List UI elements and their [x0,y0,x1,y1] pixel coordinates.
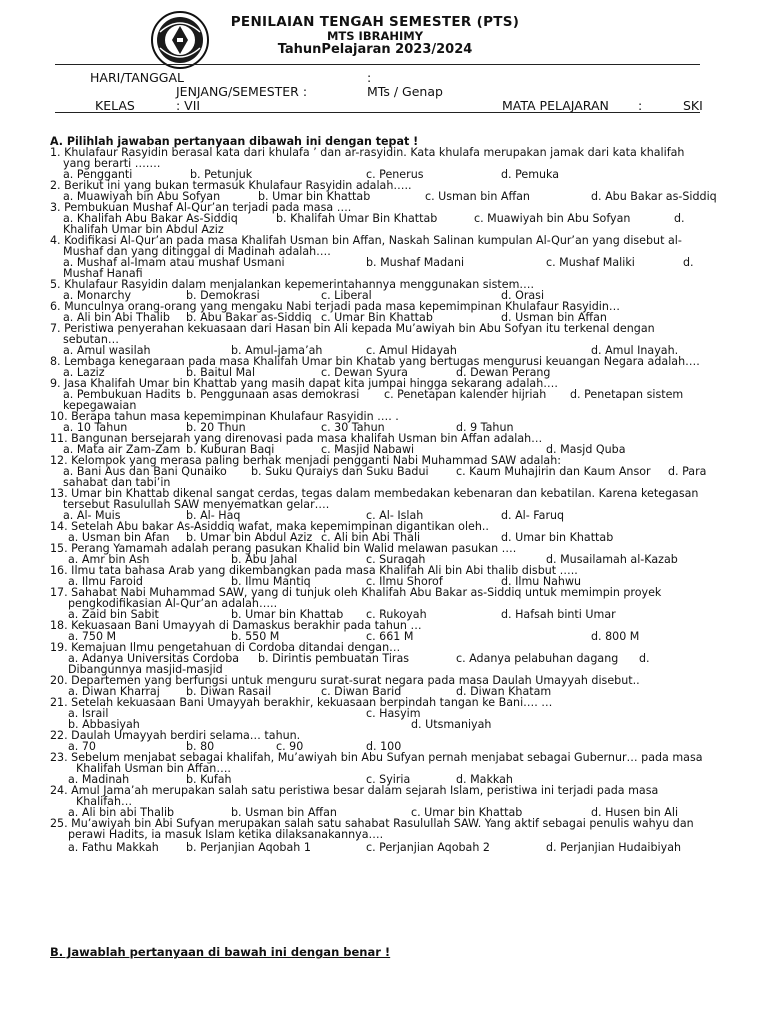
option-d: d. Makkah [456,773,513,786]
question-13: 13. Umar bin Khattab dikenal sangat cerdas, tegas dalam membedakan kebenaran dan kebatilan. Karena ketegasan [50,487,699,500]
option-a: a. Pengganti [63,168,133,181]
question-11: 11. Bangunan bersejarah yang direnovasi pada masa khalifah Usman bin Affan adalah… [50,432,543,445]
option-b: b. 20 Thun [186,421,246,434]
option-c: c. Al- Islah [366,509,424,522]
question-2: 2. Berikut ini yang bukan termasuk Khulafaur Rasyidin adalah….. [50,179,412,192]
question-21: 21. Setelah kekuasaan Bani Umayyah berakhir, kekuasaan berpindah tangan ke Bani…. … [50,696,553,709]
question-23-continued: Khalifah Usman bin Affan…. [76,762,231,775]
option-c: c. Diwan Barid [321,685,402,698]
option-c: c. Masjid Nabawi [321,443,415,456]
option-a: a. Diwan Kharraj [68,685,160,698]
option-c: c. 30 Tahun [321,421,385,434]
option-c: c. Dewan Syura [321,366,408,379]
option-d: d. Penetapan sistem [570,388,684,401]
option-d: d. 9 Tahun [456,421,514,434]
question-23: 23. Sebelum menjabat sebagai khalifah, Mu’awiyah bin Abu Sufyan pernah menjabat sebagai Gubernur… pada masa [50,751,703,764]
option-b: b. Ilmu Mantiq [231,575,311,588]
question-13-continued: tersebut Rasulullah SAW menyematkan gelar…. [63,498,330,511]
option-c: c. Liberal [321,289,372,302]
option-c: c. Umar Bin Khattab [321,311,433,324]
option-a: a. Laziz [63,366,105,379]
option-a: a. Amul wasilah [63,344,151,357]
option-d: d. 100 [366,740,402,753]
option-c: c. Rukoyah [366,608,427,621]
header-divider [55,64,700,65]
option-c: c. Usman bin Affan [425,190,530,203]
question-4-continued: Mushaf dan yang ditinggal di Madinah adalah…. [63,245,331,258]
option-b: b. Khalifah Umar Bin Khattab [276,212,438,225]
question-9: 9. Jasa Khalifah Umar bin Khattab yang masih dapat kita jumpai hingga sekarang adalah…. [50,377,558,390]
option-a: a. Usman bin Afan [68,531,170,544]
question-4-continued-2: Mushaf Hanafi [63,267,143,280]
question-6: 6. Munculnya orang-orang yang mengaku Nabi terjadi pada masa kepemimpinan Khulafaur Rasyidin… [50,300,620,313]
question-18: 18. Kekuasaan Bani Umayyah di Damaskus berakhir pada tahun … [50,619,422,632]
option-b: b. Al- Haq [186,509,241,522]
option-d: d. [683,256,694,269]
exam-title: PENILAIAN TENGAH SEMESTER (PTS) [230,14,520,30]
question-16: 16. Ilmu tata bahasa Arab yang dikembangkan pada masa Khalifah Ali bin Abi thalib disbut ….. [50,564,578,577]
option-d: d. 800 M [591,630,640,643]
question-24: 24. Amul Jama’ah merupakan salah satu peristiwa besar dalam sejarah Islam, peristiwa ini terjadi pada masa [50,784,659,797]
option-c: c. Ali bin Abi Thali [321,531,421,544]
option-d: d. Orasi [501,289,545,302]
option-a: a. Israil [68,707,109,720]
option-d: d. Perjanjian Hudaibiyah [546,841,682,854]
option-d: d. Musailamah al-Kazab [546,553,678,566]
option-b: b. Diwan Rasail [186,685,272,698]
question-9-options [50,389,718,400]
option-a: a. Mata air Zam-Zam [63,443,181,456]
question-7-continued: sebutan… [63,333,119,346]
question-14: 14. Setelah Abu bakar As-Asiddiq wafat, maka kepemimpinan digantikan oleh.. [50,520,489,533]
option-b: b. Mushaf Madani [366,256,465,269]
option-c: c. 90 [276,740,304,753]
option-d: d. Usman bin Affan [501,311,607,324]
level-label: JENJANG/SEMESTER : [176,84,308,99]
section-b-title: B. Jawablah pertanyaan di bawah ini dengan benar ! [50,945,391,959]
section-a [50,136,718,853]
meta-underline [55,112,700,113]
option-d: d. Hafsah binti Umar [501,608,616,621]
option-a: a. Ali bin abi Thalib [68,806,175,819]
option-a: a. Khalifah Abu Bakar As-Siddiq [63,212,238,225]
option-c: c. Amul Hidayah [366,344,457,357]
option-a: a. Zaid bin Sabit [68,608,159,621]
option-a: a. Pembukuan Hadits [63,388,181,401]
option-d: d. Ilmu Nahwu [501,575,582,588]
question-15: 15. Perang Yamamah adalah perang pasukan Khalid bin Walid melawan pasukan …. [50,542,517,555]
option-b: b. Penggunaan asas demokrasi [186,388,360,401]
question-4: 4. Kodifikasi Al-Qur’an pada masa Khalifah Usman bin Affan, Naskah Salinan kumpulan Al-Qur’an yang disebut al- [50,234,682,247]
question-7: 7. Peristiwa penyerahan kekuasaan dari Hasan bin Ali kepada Mu’awiyah bin Abu Sofyan itu terkenal dengan [50,322,655,335]
option-d: d. [639,652,650,665]
question-1: 1. Khulafaur Rasyidin berasal kata dari khulafa ’ dan ar-rasyidin. Kata khulafa merupakan jamak dari kata khalifah [50,146,685,159]
option-c: c. 661 M [366,630,414,643]
subject-label: MATA PELAJARAN [502,98,609,113]
option-b: b. Umar bin Khattab [231,608,344,621]
question-19: 19. Kemajuan Ilmu pengetahuan di Cordoba ditandai dengan… [50,641,401,654]
school-name: MTS IBRAHIMY [326,29,424,43]
option-b: b. Kuburan Baqi [186,443,275,456]
option-c: c. Penetapan kalender hijriah [384,388,547,401]
option-b: b. Abu Jahal [231,553,298,566]
subject-value: SKI [683,98,703,113]
option-a: a. Ali bin Abi Thalib [63,311,170,324]
option-a: a. 70 [68,740,96,753]
option-c: c. Umar bin Khattab [411,806,523,819]
level-value: MTs / Genap [367,84,443,99]
option-a: a. Bani Aus dan Bani Qunaiko [63,465,227,478]
option-d: d. Masjd Quba [546,443,626,456]
option-a: a. Al- Muis [63,509,121,522]
question-3-continued: Khalifah Umar bin Abdul Aziz [63,223,224,236]
question-8: 8. Lembaga kenegaraan pada masa Khalifah Umar bin Khatab yang bertugas mengurusi keuangan Negara adalah…. [50,355,700,368]
option-c: c. Perjanjian Aqobah 2 [366,841,490,854]
question-9-continued: kepegawaian [63,399,137,412]
option-d: d. Husen bin Ali [591,806,679,819]
question-5: 5. Khulafaur Rasyidin dalam menjalankan kepemerintahannya menggunakan sistem…. [50,278,535,291]
day-separator: : [367,70,372,85]
option-b: b. Umar bin Abdul Aziz [186,531,313,544]
option-d: d. Utsmaniyah [411,718,492,731]
option-a: a. Fathu Makkah [68,841,159,854]
option-b: b. 80 [186,740,215,753]
option-d: d. Diwan Khatam [456,685,552,698]
option-a: a. 10 Tahun [63,421,128,434]
question-21-options-row-1 [50,708,718,719]
question-19-continued: Dibangunnya masjid-masjid [68,663,223,676]
option-c: c. Syiria [366,773,411,786]
option-b: b. Petunjuk [190,168,253,181]
option-b: b. Perjanjian Aqobah 1 [186,841,311,854]
option-a: a. Mushaf al-Imam atau mushaf Usmani [63,256,285,269]
question-4-options [50,257,718,268]
option-d: d. Abu Bakar as-Siddiq [591,190,717,203]
question-10: 10. Berapa tahun masa kepemimpinan Khulafaur Rasyidin …. . [50,410,399,423]
question-25-continued: perawi Hadits, ia masuk Islam ketika dilaksanakannya…. [68,828,384,841]
option-b: b. Abbasiyah [68,718,140,731]
option-d: d. Umar bin Khattab [501,531,614,544]
question-17-continued: pengkodifikasian Al-Qur’an adalah….. [68,597,278,610]
question-12-continued: sahabat dan tabi’in [63,476,171,489]
option-c: c. Mushaf Maliki [546,256,635,269]
option-b: b. Amul-jama’ah [231,344,323,357]
option-b: b. Baitul Mal [186,366,256,379]
question-25-options [50,842,718,853]
option-c: c. Penerus [366,168,424,181]
option-b: b. Suku Quraiys dan Suku Badui [251,465,429,478]
question-20: 20. Departemen yang berfungsi untuk menguru surat-surat negara pada masa Daulah Umayyah disebut.. [50,674,640,687]
option-b: b. Dirintis pembuatan Tiras [258,652,410,665]
option-a: a. 750 M [68,630,117,643]
option-d: d. Al- Faruq [501,509,565,522]
question-12: 12. Kelompok yang merasa paling berhak menjadi pengganti Nabi Muhammad SAW adalah: [50,454,561,467]
question-1-continued: yang berarti ……. [63,157,161,170]
option-b: b. Kufah [186,773,232,786]
option-b: b. Abu Bakar as-Siddiq [186,311,312,324]
question-24-continued: Khalifah… [76,795,133,808]
day-label: HARI/TANGGAL [90,70,184,85]
option-d: d. [674,212,685,225]
subject-separator: : [638,98,643,113]
question-22: 22. Daulah Umayyah berdiri selama… tahun. [50,729,301,742]
option-c: c. Adanya pelabuhan dagang [456,652,619,665]
option-d: d. Dewan Perang [456,366,551,379]
question-25: 25. Mu’awiyah bin Abi Sufyan merupakan salah satu sahabat Rasulullah SAW. Yang aktif sebagai penulis wahyu dan [50,817,694,830]
option-c: c. Hasyim [366,707,421,720]
class-label: KELAS [95,98,135,113]
option-d: d. Amul Inayah. [591,344,679,357]
option-c: c. Suraqah [366,553,426,566]
class-value: : VII [176,98,201,113]
option-d: d. Pemuka [501,168,560,181]
question-3: 3. Pembukuan Mushaf Al-Qur’an terjadi pada masa …. [50,201,352,214]
option-c: c. Muawiyah bin Abu Sofyan [474,212,631,225]
option-b: b. Demokrasi [186,289,260,302]
section-a-title: A. Pilihlah jawaban pertanyaan dibawah ini dengan tepat ! [50,135,419,148]
option-b: b. Usman bin Affan [231,806,337,819]
option-a: a. Adanya Universitas Cordoba [68,652,240,665]
option-c: c. Ilmu Shorof [366,575,443,588]
option-c: c. Kaum Muhajirin dan Kaum Ansor [456,465,651,478]
option-d: d. Para [668,465,707,478]
option-b: b. Umar bin Khattab [258,190,371,203]
option-a: a. Monarchy [63,289,132,302]
option-a: a. Amr bin Ash [68,553,150,566]
question-17: 17. Sahabat Nabi Muhammad SAW, yang di tunjuk oleh Khalifah Abu Bakar as-Siddiq untuk memimpin proyek [50,586,662,599]
academic-year: TahunPelajaran 2023/2024 [277,42,473,57]
option-a: a. Muawiyah bin Abu Sofyan [63,190,221,203]
option-a: a. Madinah [68,773,130,786]
option-a: a. Ilmu Faroid [68,575,143,588]
option-b: b. 550 M [231,630,280,643]
